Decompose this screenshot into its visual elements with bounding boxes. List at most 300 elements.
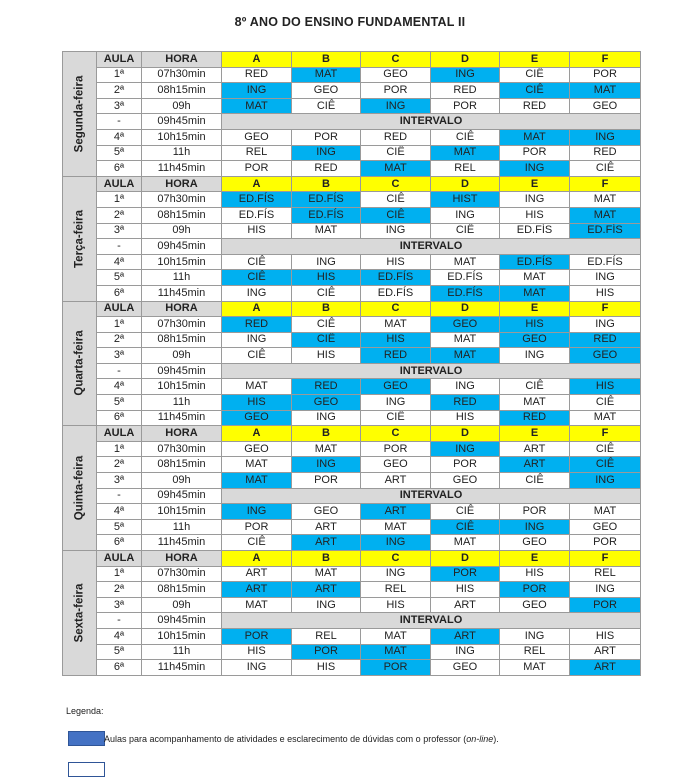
- subject-cell: ING: [292, 254, 361, 270]
- break-row: [63, 239, 641, 255]
- schedule-table: [62, 51, 641, 676]
- header-class: C: [361, 52, 431, 68]
- lesson-time: 11h: [142, 519, 222, 535]
- subject-cell: HIS: [222, 644, 292, 660]
- lesson-row: [63, 83, 641, 99]
- day-label-text: Quinta-feira: [73, 455, 85, 521]
- subject-cell: ING: [570, 129, 641, 145]
- subject-cell: RED: [292, 161, 361, 177]
- break-label: INTERVALO: [222, 613, 641, 629]
- legend-title: Legenda:: [66, 706, 104, 716]
- subject-cell: POR: [500, 504, 570, 520]
- header-class: A: [222, 551, 292, 567]
- lesson-number: -: [97, 239, 142, 255]
- header-class: B: [292, 426, 361, 442]
- subject-cell: ING: [292, 457, 361, 473]
- subject-cell: MAT: [361, 317, 431, 333]
- subject-cell: RED: [570, 332, 641, 348]
- lesson-row: [63, 332, 641, 348]
- subject-cell: HIS: [500, 317, 570, 333]
- lesson-number: 4ª: [97, 379, 142, 395]
- subject-cell: REL: [292, 628, 361, 644]
- lesson-row: [63, 98, 641, 114]
- header-row: [63, 551, 641, 567]
- lesson-number: 5ª: [97, 270, 142, 286]
- subject-cell: POR: [361, 441, 431, 457]
- subject-cell: ING: [222, 83, 292, 99]
- header-aula: AULA: [97, 551, 142, 567]
- subject-cell: ART: [500, 457, 570, 473]
- header-class: C: [361, 426, 431, 442]
- subject-cell: GEO: [500, 332, 570, 348]
- lesson-number: 4ª: [97, 504, 142, 520]
- lesson-time: 11h45min: [142, 161, 222, 177]
- lesson-row: [63, 628, 641, 644]
- lesson-time: 09h: [142, 223, 222, 239]
- header-class: D: [431, 301, 500, 317]
- subject-cell: POR: [570, 535, 641, 551]
- lesson-number: 2ª: [97, 457, 142, 473]
- subject-cell: HIS: [292, 270, 361, 286]
- break-row: [63, 488, 641, 504]
- lesson-row: [63, 207, 641, 223]
- lesson-number: 1ª: [97, 67, 142, 83]
- header-class: F: [570, 301, 641, 317]
- subject-cell: GEO: [361, 67, 431, 83]
- subject-cell: ART: [431, 597, 500, 613]
- lesson-time: 08h15min: [142, 83, 222, 99]
- subject-cell: ING: [361, 395, 431, 411]
- subject-cell: CIÊ: [500, 379, 570, 395]
- subject-cell: ING: [361, 566, 431, 582]
- subject-cell: GEO: [570, 98, 641, 114]
- subject-cell: ART: [570, 660, 641, 676]
- lesson-row: [63, 223, 641, 239]
- break-row: [63, 613, 641, 629]
- subject-cell: ED.FÍS: [500, 223, 570, 239]
- subject-cell: MAT: [222, 379, 292, 395]
- lesson-number: -: [97, 114, 142, 130]
- subject-cell: GEO: [431, 317, 500, 333]
- subject-cell: GEO: [361, 379, 431, 395]
- subject-cell: MAT: [292, 67, 361, 83]
- subject-cell: ING: [431, 441, 500, 457]
- subject-cell: ED.FÍS: [292, 192, 361, 208]
- subject-cell: ART: [292, 535, 361, 551]
- subject-cell: ED.FÍS: [570, 254, 641, 270]
- lesson-time: 11h: [142, 145, 222, 161]
- subject-cell: CIÊ: [570, 395, 641, 411]
- lesson-number: 3ª: [97, 597, 142, 613]
- lesson-number: 2ª: [97, 582, 142, 598]
- lesson-row: [63, 457, 641, 473]
- lesson-number: 2ª: [97, 207, 142, 223]
- subject-cell: MAT: [500, 270, 570, 286]
- header-class: A: [222, 176, 292, 192]
- header-row: [63, 426, 641, 442]
- subject-cell: CIÊ: [570, 457, 641, 473]
- subject-cell: GEO: [570, 519, 641, 535]
- subject-cell: CIÊ: [292, 285, 361, 301]
- break-label: INTERVALO: [222, 239, 641, 255]
- lesson-time: 07h30min: [142, 67, 222, 83]
- lesson-row: [63, 519, 641, 535]
- day-label-text: Segunda-feira: [73, 75, 85, 153]
- subject-cell: MAT: [431, 145, 500, 161]
- subject-cell: MAT: [292, 223, 361, 239]
- lesson-row: [63, 67, 641, 83]
- subject-cell: MAT: [431, 332, 500, 348]
- subject-cell: CIÊ: [361, 145, 431, 161]
- subject-cell: HIS: [570, 628, 641, 644]
- lesson-number: 6ª: [97, 535, 142, 551]
- subject-cell: MAT: [431, 348, 500, 364]
- subject-cell: MAT: [570, 83, 641, 99]
- subject-cell: GEO: [500, 597, 570, 613]
- header-hora: HORA: [142, 301, 222, 317]
- subject-cell: HIS: [222, 395, 292, 411]
- subject-cell: RED: [570, 145, 641, 161]
- lesson-number: -: [97, 363, 142, 379]
- subject-cell: RED: [222, 67, 292, 83]
- subject-cell: GEO: [361, 457, 431, 473]
- subject-cell: ED.FÍS: [222, 192, 292, 208]
- subject-cell: GEO: [222, 129, 292, 145]
- lesson-time: 07h30min: [142, 192, 222, 208]
- header-hora: HORA: [142, 52, 222, 68]
- lesson-number: 1ª: [97, 317, 142, 333]
- header-hora: HORA: [142, 551, 222, 567]
- header-class: F: [570, 551, 641, 567]
- subject-cell: HIS: [431, 410, 500, 426]
- lesson-time: 11h45min: [142, 285, 222, 301]
- subject-cell: POR: [292, 473, 361, 489]
- page-title: 8º ANO DO ENSINO FUNDAMENTAL II: [234, 15, 466, 29]
- day-label: [63, 426, 97, 551]
- header-hora: HORA: [142, 176, 222, 192]
- subject-cell: POR: [292, 644, 361, 660]
- lesson-row: [63, 473, 641, 489]
- header-class: B: [292, 551, 361, 567]
- subject-cell: CIÊ: [431, 129, 500, 145]
- lesson-row: [63, 145, 641, 161]
- subject-cell: MAT: [222, 597, 292, 613]
- header-class: C: [361, 551, 431, 567]
- subject-cell: CIÊ: [500, 67, 570, 83]
- subject-cell: CIÊ: [222, 270, 292, 286]
- subject-cell: ART: [431, 628, 500, 644]
- lesson-number: 5ª: [97, 519, 142, 535]
- subject-cell: CIÊ: [222, 535, 292, 551]
- subject-cell: RED: [500, 410, 570, 426]
- subject-cell: POR: [570, 597, 641, 613]
- subject-cell: RED: [361, 129, 431, 145]
- lesson-time: 10h15min: [142, 504, 222, 520]
- day-label: [63, 301, 97, 426]
- lesson-number: 5ª: [97, 145, 142, 161]
- subject-cell: ING: [570, 473, 641, 489]
- lesson-time: 09h45min: [142, 239, 222, 255]
- lesson-time: 07h30min: [142, 317, 222, 333]
- header-class: F: [570, 52, 641, 68]
- subject-cell: GEO: [292, 83, 361, 99]
- legend-online-swatch: [68, 731, 105, 746]
- header-hora: HORA: [142, 426, 222, 442]
- lesson-number: 6ª: [97, 660, 142, 676]
- lesson-time: 10h15min: [142, 628, 222, 644]
- subject-cell: MAT: [500, 129, 570, 145]
- subject-cell: REL: [500, 644, 570, 660]
- header-class: D: [431, 52, 500, 68]
- lesson-number: 2ª: [97, 83, 142, 99]
- lesson-row: [63, 644, 641, 660]
- day-label-text: Sexta-feira: [73, 583, 85, 643]
- header-row: [63, 301, 641, 317]
- header-class: D: [431, 551, 500, 567]
- day-label: [63, 52, 97, 177]
- header-class: F: [570, 176, 641, 192]
- header-class: E: [500, 176, 570, 192]
- lesson-number: 2ª: [97, 332, 142, 348]
- subject-cell: GEO: [431, 473, 500, 489]
- lesson-row: [63, 582, 641, 598]
- break-label: INTERVALO: [222, 488, 641, 504]
- lesson-row: [63, 597, 641, 613]
- subject-cell: MAT: [500, 660, 570, 676]
- subject-cell: MAT: [570, 192, 641, 208]
- subject-cell: POR: [361, 660, 431, 676]
- lesson-number: -: [97, 488, 142, 504]
- subject-cell: HIS: [431, 582, 500, 598]
- subject-cell: RED: [500, 98, 570, 114]
- subject-cell: ED.FÍS: [292, 207, 361, 223]
- subject-cell: ED.FÍS: [361, 270, 431, 286]
- subject-cell: HIST: [431, 192, 500, 208]
- lesson-time: 11h45min: [142, 660, 222, 676]
- subject-cell: MAT: [222, 473, 292, 489]
- lesson-time: 10h15min: [142, 379, 222, 395]
- subject-cell: CIÊ: [292, 332, 361, 348]
- lesson-time: 11h: [142, 395, 222, 411]
- break-label: INTERVALO: [222, 114, 641, 130]
- header-class: E: [500, 52, 570, 68]
- header-class: C: [361, 301, 431, 317]
- lesson-time: 11h: [142, 270, 222, 286]
- subject-cell: GEO: [570, 348, 641, 364]
- subject-cell: POR: [222, 628, 292, 644]
- header-aula: AULA: [97, 52, 142, 68]
- legend-online-text: Aulas para acompanhamento de atividades e esclarecimento de dúvidas com o professor (on-line).: [104, 734, 499, 744]
- subject-cell: MAT: [292, 441, 361, 457]
- subject-cell: ART: [292, 519, 361, 535]
- header-class: E: [500, 301, 570, 317]
- lesson-time: 09h: [142, 98, 222, 114]
- subject-cell: ART: [570, 644, 641, 660]
- day-label: [63, 551, 97, 676]
- lesson-time: 07h30min: [142, 566, 222, 582]
- subject-cell: GEO: [222, 441, 292, 457]
- subject-cell: ING: [500, 161, 570, 177]
- subject-cell: POR: [222, 519, 292, 535]
- lesson-time: 07h30min: [142, 441, 222, 457]
- lesson-row: [63, 317, 641, 333]
- lesson-time: 11h45min: [142, 410, 222, 426]
- lesson-row: [63, 192, 641, 208]
- lesson-row: [63, 348, 641, 364]
- header-class: B: [292, 52, 361, 68]
- header-class: E: [500, 551, 570, 567]
- subject-cell: RED: [292, 379, 361, 395]
- lesson-time: 09h: [142, 473, 222, 489]
- lesson-time: 09h45min: [142, 363, 222, 379]
- lesson-number: 3ª: [97, 473, 142, 489]
- subject-cell: RED: [431, 83, 500, 99]
- subject-cell: CIÊ: [222, 348, 292, 364]
- subject-cell: ING: [361, 535, 431, 551]
- subject-cell: ED.FÍS: [500, 254, 570, 270]
- subject-cell: MAT: [500, 395, 570, 411]
- lesson-number: 6ª: [97, 161, 142, 177]
- subject-cell: CIÊ: [431, 223, 500, 239]
- subject-cell: MAT: [222, 98, 292, 114]
- header-class: D: [431, 426, 500, 442]
- subject-cell: CIÊ: [222, 254, 292, 270]
- subject-cell: POR: [431, 457, 500, 473]
- lesson-row: [63, 660, 641, 676]
- subject-cell: ING: [570, 317, 641, 333]
- subject-cell: ING: [292, 145, 361, 161]
- lesson-time: 11h: [142, 644, 222, 660]
- subject-cell: HIS: [570, 285, 641, 301]
- subject-cell: ART: [361, 473, 431, 489]
- subject-cell: HIS: [361, 332, 431, 348]
- subject-cell: ING: [292, 410, 361, 426]
- subject-cell: ART: [500, 441, 570, 457]
- subject-cell: ING: [570, 270, 641, 286]
- header-class: A: [222, 426, 292, 442]
- subject-cell: HIS: [222, 223, 292, 239]
- lesson-time: 09h: [142, 348, 222, 364]
- header-aula: AULA: [97, 301, 142, 317]
- subject-cell: POR: [570, 67, 641, 83]
- lesson-row: [63, 535, 641, 551]
- lesson-number: 6ª: [97, 285, 142, 301]
- subject-cell: HIS: [500, 207, 570, 223]
- subject-cell: ING: [361, 223, 431, 239]
- subject-cell: ART: [292, 582, 361, 598]
- subject-cell: MAT: [361, 161, 431, 177]
- subject-cell: POR: [500, 145, 570, 161]
- lesson-row: [63, 254, 641, 270]
- subject-cell: GEO: [222, 410, 292, 426]
- subject-cell: ING: [431, 379, 500, 395]
- lesson-time: 09h45min: [142, 114, 222, 130]
- header-class: B: [292, 301, 361, 317]
- subject-cell: CIÊ: [500, 473, 570, 489]
- day-label: [63, 176, 97, 301]
- lesson-number: 5ª: [97, 644, 142, 660]
- lesson-row: [63, 161, 641, 177]
- header-row: [63, 176, 641, 192]
- subject-cell: MAT: [500, 285, 570, 301]
- subject-cell: ART: [361, 504, 431, 520]
- header-aula: AULA: [97, 176, 142, 192]
- lesson-number: 3ª: [97, 223, 142, 239]
- subject-cell: ING: [222, 285, 292, 301]
- subject-cell: MAT: [570, 207, 641, 223]
- lesson-number: -: [97, 613, 142, 629]
- subject-cell: ART: [222, 566, 292, 582]
- subject-cell: ING: [222, 660, 292, 676]
- lesson-row: [63, 285, 641, 301]
- subject-cell: REL: [222, 145, 292, 161]
- lesson-number: 1ª: [97, 192, 142, 208]
- lesson-number: 4ª: [97, 254, 142, 270]
- subject-cell: MAT: [431, 254, 500, 270]
- subject-cell: REL: [361, 582, 431, 598]
- subject-cell: ED.FÍS: [361, 285, 431, 301]
- subject-cell: HIS: [361, 254, 431, 270]
- subject-cell: RED: [361, 348, 431, 364]
- subject-cell: ING: [222, 504, 292, 520]
- subject-cell: CIÊ: [292, 317, 361, 333]
- header-class: E: [500, 426, 570, 442]
- subject-cell: RED: [431, 395, 500, 411]
- subject-cell: CIÊ: [431, 519, 500, 535]
- subject-cell: ING: [500, 192, 570, 208]
- subject-cell: MAT: [570, 410, 641, 426]
- subject-cell: REL: [570, 566, 641, 582]
- lesson-number: 1ª: [97, 441, 142, 457]
- lesson-time: 09h: [142, 597, 222, 613]
- subject-cell: HIS: [361, 597, 431, 613]
- lesson-row: [63, 270, 641, 286]
- subject-cell: MAT: [570, 504, 641, 520]
- subject-cell: MAT: [431, 535, 500, 551]
- subject-cell: HIS: [292, 660, 361, 676]
- subject-cell: CIÊ: [570, 441, 641, 457]
- subject-cell: ED.FÍS: [570, 223, 641, 239]
- subject-cell: CIÊ: [292, 98, 361, 114]
- subject-cell: ING: [500, 519, 570, 535]
- subject-cell: ING: [570, 582, 641, 598]
- subject-cell: ING: [500, 348, 570, 364]
- break-row: [63, 363, 641, 379]
- lesson-row: [63, 566, 641, 582]
- subject-cell: ING: [500, 628, 570, 644]
- subject-cell: ING: [431, 67, 500, 83]
- subject-cell: MAT: [361, 519, 431, 535]
- subject-cell: ING: [361, 98, 431, 114]
- subject-cell: POR: [431, 98, 500, 114]
- lesson-row: [63, 129, 641, 145]
- subject-cell: CIÊ: [431, 504, 500, 520]
- lesson-time: 09h45min: [142, 488, 222, 504]
- subject-cell: RED: [222, 317, 292, 333]
- subject-cell: CIÊ: [361, 410, 431, 426]
- break-label: INTERVALO: [222, 363, 641, 379]
- lesson-time: 10h15min: [142, 254, 222, 270]
- header-row: [63, 52, 641, 68]
- subject-cell: ING: [292, 597, 361, 613]
- day-label-text: Terça-feira: [73, 209, 85, 268]
- lesson-time: 08h15min: [142, 332, 222, 348]
- subject-cell: CIÊ: [570, 161, 641, 177]
- lesson-row: [63, 441, 641, 457]
- subject-cell: ING: [431, 207, 500, 223]
- subject-cell: ED.FÍS: [222, 207, 292, 223]
- header-class: B: [292, 176, 361, 192]
